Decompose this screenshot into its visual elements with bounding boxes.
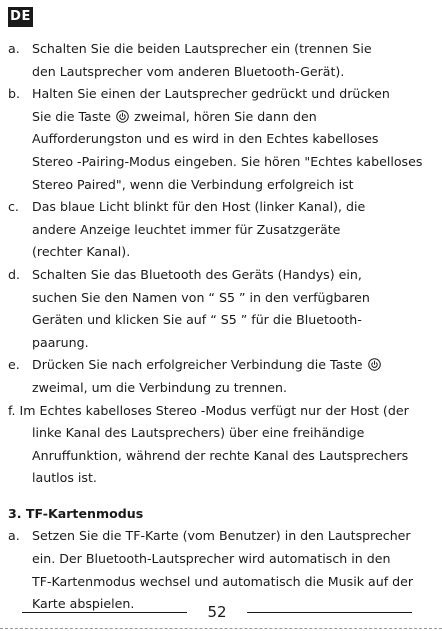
item-line: Stereo -Pairing-Modus eingeben. Sie hören "Echtes kabelloses bbox=[32, 153, 423, 169]
instruction-item-e bbox=[8, 354, 440, 399]
item-line: Aufforderungston und es wird in den Echtes kabelloses bbox=[32, 131, 379, 147]
instructions-content bbox=[8, 38, 440, 616]
instruction-item-b bbox=[8, 83, 440, 196]
item-line-with-icon bbox=[32, 354, 440, 377]
item-line: Das blaue Licht blinkt für den Host (linker Kanal), die bbox=[32, 199, 366, 215]
item-line: Stereo Paired", wenn die Verbindung erfolgreich ist bbox=[32, 176, 354, 192]
line-text-after-icon: zweimal, hören Sie dann den bbox=[134, 108, 317, 124]
item-line: Anruffunktion, während der rechte Kanal des Lautsprechers bbox=[32, 447, 409, 463]
item-marker: d. bbox=[8, 266, 20, 282]
line-text-before-icon: Drücken Sie nach erfolgreicher Verbindung die Taste bbox=[32, 357, 363, 373]
page-edge-divider bbox=[0, 628, 442, 629]
section-heading-tf-card: 3. TF-Kartenmodus bbox=[8, 505, 144, 521]
item-line: ein. Der Bluetooth-Lautsprecher wird automatisch in den bbox=[32, 551, 391, 567]
item-line: suchen Sie den Namen von “ S5 ” in den verfügbaren bbox=[32, 289, 370, 305]
instruction-item-d bbox=[8, 264, 440, 354]
item-marker: c. bbox=[8, 199, 19, 215]
footer-rule-right bbox=[247, 612, 412, 613]
item-line: Schalten Sie die beiden Lautsprecher ein (trennen Sie bbox=[32, 41, 372, 56]
item-line: andere Anzeige leuchtet immer für Zusatzgeräte bbox=[32, 221, 341, 237]
item-line: Halten Sie einen der Lautsprecher gedrückt und drücken bbox=[32, 86, 390, 102]
item-marker: e. bbox=[8, 357, 20, 373]
item-line: paarung. bbox=[32, 334, 89, 350]
line-text-before-icon: Sie die Taste bbox=[32, 108, 112, 124]
page-number: 52 bbox=[207, 603, 227, 621]
item-marker: a. bbox=[8, 41, 20, 56]
instruction-item-a bbox=[8, 38, 440, 83]
item-line-with-icon bbox=[32, 106, 440, 129]
item-line: (rechter Kanal). bbox=[32, 244, 131, 260]
item-marker: b. bbox=[8, 86, 20, 102]
power-button-icon bbox=[116, 110, 129, 123]
item-line: den Lautsprecher vom anderen Bluetooth-Gerät). bbox=[32, 63, 345, 79]
item-line: Karte abspielen. bbox=[32, 596, 135, 612]
page-footer bbox=[22, 600, 412, 624]
item-line: TF-Kartenmodus wechsel und automatisch die Musik auf der bbox=[32, 573, 414, 589]
instruction-item-c bbox=[8, 196, 440, 264]
language-badge: DE bbox=[8, 7, 33, 27]
item-marker: a. bbox=[8, 528, 20, 544]
item-line: Setzen Sie die TF-Karte (vom Benutzer) in den Lautsprecher bbox=[32, 528, 411, 544]
instruction-item-f bbox=[8, 400, 440, 490]
item-line: linke Kanal des Lautsprechers) über eine freihändige bbox=[32, 425, 365, 441]
item-line: zweimal, um die Verbindung zu trennen. bbox=[32, 379, 288, 395]
item-line: Geräten und klicken Sie auf “ S5 ” für die Bluetooth- bbox=[32, 312, 362, 328]
item-line bbox=[8, 400, 440, 423]
power-button-icon bbox=[368, 358, 381, 371]
item-line: Schalten Sie das Bluetooth des Geräts (Handys) ein, bbox=[32, 266, 362, 282]
item-marker: f. bbox=[8, 402, 16, 418]
item-line: lautlos ist. bbox=[32, 470, 97, 486]
item-line-text: Im Echtes kabelloses Stereo -Modus verfügt nur der Host (der bbox=[19, 402, 409, 418]
